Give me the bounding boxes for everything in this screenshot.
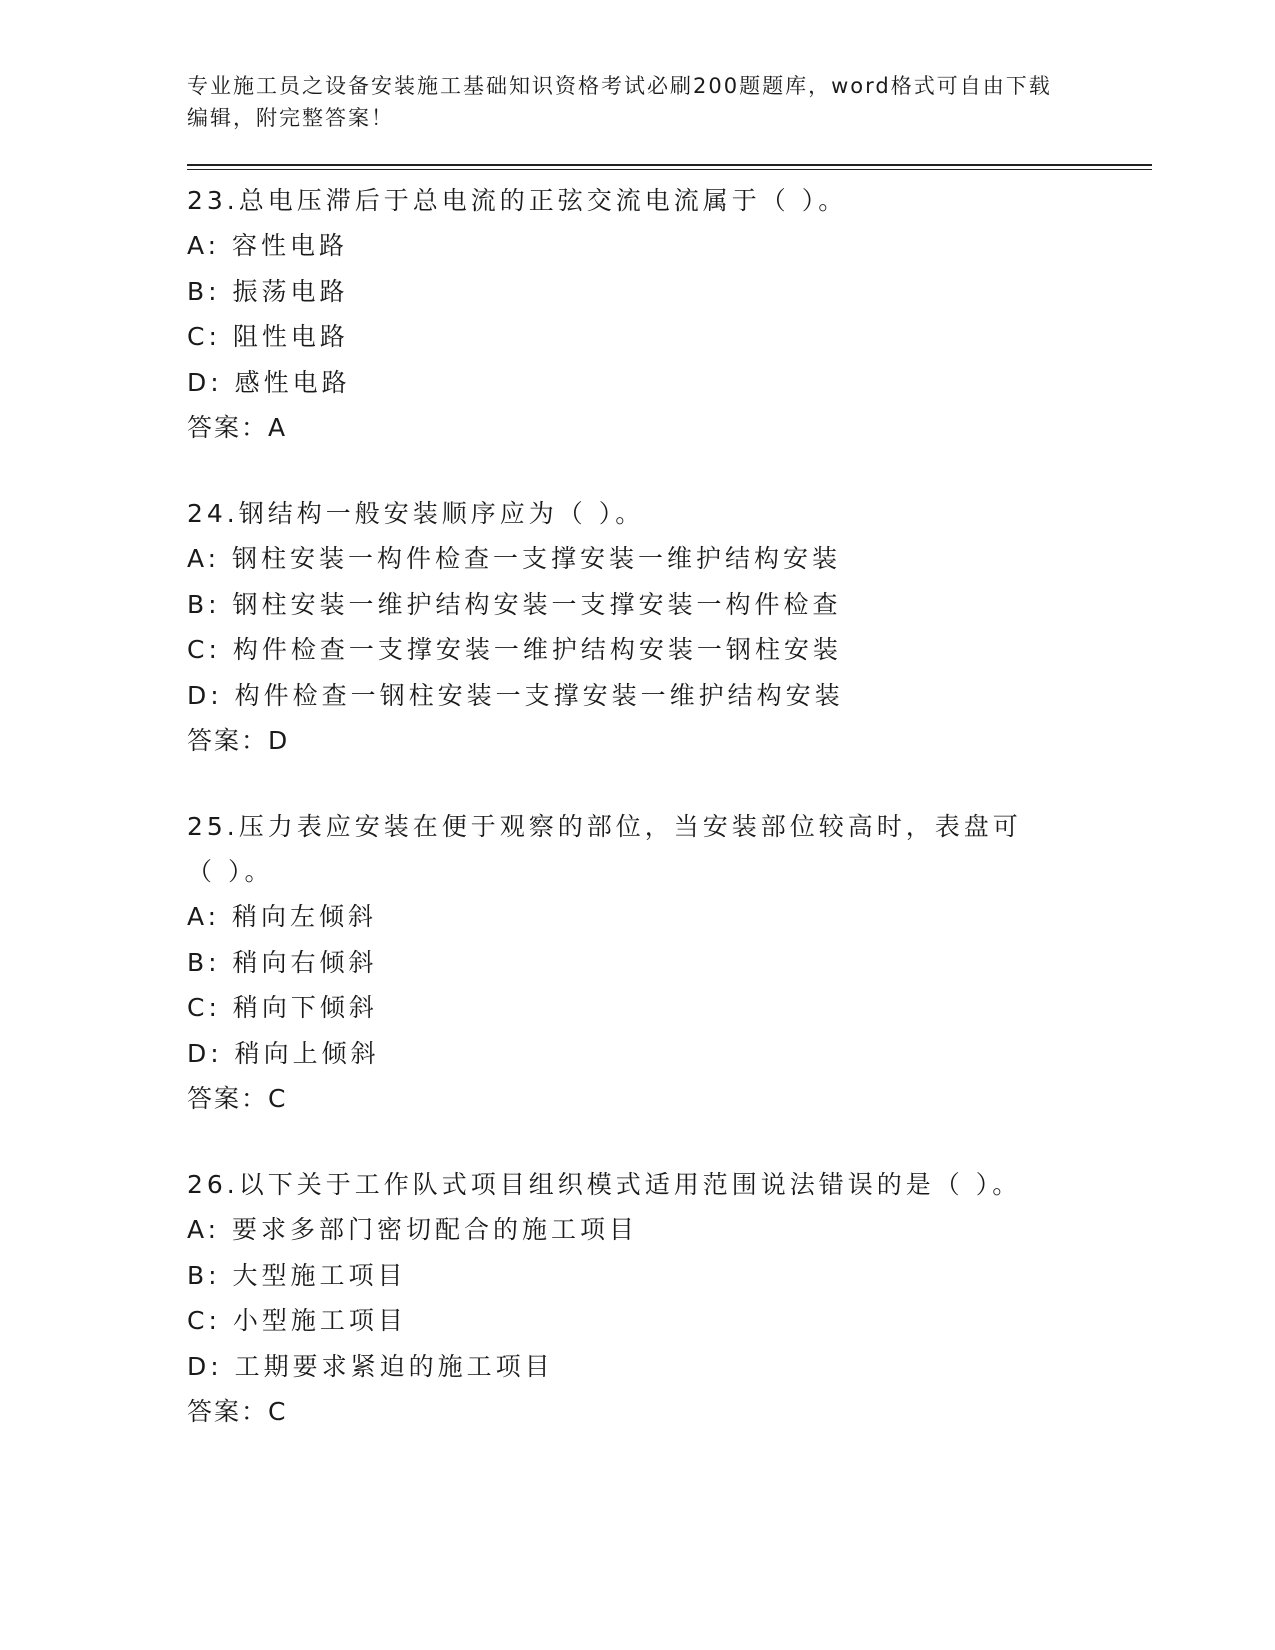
option-a: A: 稍向左倾斜 xyxy=(187,902,378,931)
option-c: C: 小型施工项目 xyxy=(187,1306,407,1335)
answer-value: C xyxy=(268,1397,288,1426)
answer-line xyxy=(187,718,1152,763)
option-d: D: 构件检查一钢柱安装一支撑安装一维护结构安装 xyxy=(187,680,844,710)
answer-value: C xyxy=(268,1084,288,1113)
question-stem: 23.总电压滞后于总电流的正弦交流电流属于（ ）。 xyxy=(187,186,848,215)
option-b: B: 稍向右倾斜 xyxy=(187,947,378,977)
option-c: C: 构件检查一支撑安装一维护结构安装一钢柱安装 xyxy=(187,635,842,664)
answer-value: D xyxy=(268,726,290,755)
option-c: C: 阻性电路 xyxy=(187,322,349,351)
question-stem: 24.钢结构一般安装顺序应为（ ）。 xyxy=(187,499,645,528)
answer-label: 答案： xyxy=(187,1397,269,1426)
question-24 xyxy=(187,491,1152,763)
answer-line xyxy=(187,1076,1152,1121)
document-header: 专业施工员之设备安装施工基础知识资格考试必刷200题题库，word格式可自由下载编辑，附完整答案！ xyxy=(187,74,1052,130)
question-stem: 25.压力表应安装在便于观察的部位，当安装部位较高时，表盘可（ ）。 xyxy=(187,812,1022,886)
option-c: C: 稍向下倾斜 xyxy=(187,993,378,1022)
option-b: B: 钢柱安装一维护结构安装一支撑安装一构件检查 xyxy=(187,589,842,619)
option-a: A: 要求多部门密切配合的施工项目 xyxy=(187,1215,639,1244)
header-divider xyxy=(187,164,1152,170)
answer-line xyxy=(187,1389,1152,1434)
answer-label: 答案： xyxy=(187,726,269,755)
answer-label: 答案： xyxy=(187,413,269,442)
option-d: D: 稍向上倾斜 xyxy=(187,1038,380,1068)
answer-label: 答案： xyxy=(187,1084,269,1113)
option-d: D: 工期要求紧迫的施工项目 xyxy=(187,1351,554,1381)
option-a: A: 钢柱安装一构件检查一支撑安装一维护结构安装 xyxy=(187,544,842,573)
answer-value: A xyxy=(268,413,288,442)
option-b: B: 振荡电路 xyxy=(187,276,349,306)
option-a: A: 容性电路 xyxy=(187,231,349,260)
document-page xyxy=(187,70,1152,1434)
question-23 xyxy=(187,178,1152,450)
question-25 xyxy=(187,804,1152,1121)
option-d: D: 感性电路 xyxy=(187,367,351,397)
answer-line xyxy=(187,405,1152,450)
question-stem: 26.以下关于工作队式项目组织模式适用范围说法错误的是（ ）。 xyxy=(187,1170,1022,1199)
question-26 xyxy=(187,1162,1152,1434)
option-b: B: 大型施工项目 xyxy=(187,1260,407,1290)
